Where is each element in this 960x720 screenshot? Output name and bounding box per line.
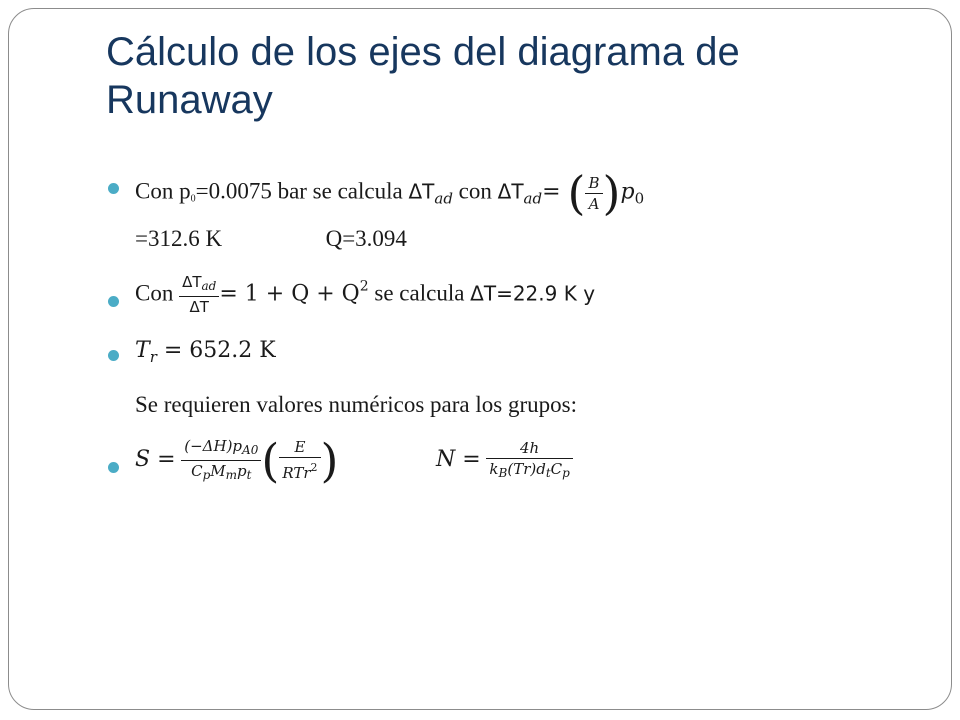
bullet-dot [108, 183, 119, 194]
equation [219, 281, 359, 306]
left-paren: ( [567, 166, 586, 220]
n-fraction [486, 438, 572, 483]
bullet-dot [108, 462, 119, 473]
m-symbol: M [210, 462, 226, 480]
squared-exponent: 2 [310, 461, 318, 474]
e-numerator: E [279, 437, 320, 458]
b-subscript: B [498, 466, 508, 480]
p-symbol: p [620, 179, 635, 205]
fraction-denominator [486, 459, 572, 483]
note-text: Se requieren valores numéricos para los grupos: [135, 392, 577, 417]
bullet-2-line [135, 272, 595, 318]
s-fraction [181, 436, 261, 485]
pressure-text: =0.0075 bar se calcula [195, 178, 409, 204]
fraction-denominator [179, 297, 219, 318]
delta-t-symbol: ΔT [497, 179, 524, 204]
equation-text: = 1 + Q + Q [219, 281, 360, 307]
cp-symbol: C [191, 462, 203, 480]
bullet-1-line-1 [135, 166, 645, 220]
n-numerator: 4h [486, 438, 572, 459]
fraction-numerator [179, 272, 219, 297]
left-paren: ( [261, 433, 280, 488]
bullet-2-prefix: Con [135, 280, 180, 306]
delta-t-result: ΔT=22.9 K y [470, 281, 596, 306]
slide-title: Cálculo de los ejes del diagrama de Runaway [106, 30, 740, 122]
r-subscript: r [149, 348, 157, 366]
t-subscript: t [545, 466, 551, 480]
s-numerator: (−ΔH)p [184, 437, 243, 455]
tr-value: = 652.2 K [156, 338, 276, 363]
se-calcula-text: se calcula [368, 280, 471, 306]
ad-subscript: ad [434, 189, 453, 208]
q-value: Q=3.094 [325, 226, 407, 251]
p-subscript: p [562, 466, 570, 480]
bullet-1-line-2 [135, 226, 407, 252]
right-paren: ) [602, 166, 621, 220]
delta-t-symbol: ΔT [408, 179, 435, 204]
fraction-denominator: A [588, 194, 600, 213]
fraction-denominator [279, 458, 320, 484]
bullet-3-line [135, 337, 276, 366]
tr-dt-symbol: (Tr)d [507, 460, 546, 478]
bullet-1-prefix: Con p [135, 178, 191, 204]
delta-t-ad-value: =312.6 K [135, 226, 223, 251]
bullet-dot [108, 350, 119, 361]
p-subscript: p [202, 468, 211, 482]
ad-subscript: ad [201, 279, 217, 293]
q-exponent: 2 [359, 278, 369, 295]
right-paren: ) [320, 433, 339, 488]
fraction-numerator: B [585, 173, 602, 194]
delta-t-den: ΔT [189, 298, 209, 316]
pt-symbol: p [237, 462, 247, 480]
k-symbol: k [489, 460, 499, 478]
n-symbol: N = [435, 446, 481, 472]
fraction-denominator [181, 461, 261, 485]
rtr-denominator: RTr [282, 464, 311, 482]
bullet-4-line [135, 433, 573, 488]
bullet-dot [108, 296, 119, 307]
delta-t-ad-num: ΔT [182, 273, 202, 291]
p-subscript: 0 [190, 193, 196, 205]
t-symbol: T [135, 338, 150, 363]
equals-sign: = [542, 179, 568, 205]
fraction-numerator [181, 436, 261, 461]
a0-subscript: A0 [242, 443, 259, 457]
e-over-rtr2-fraction [279, 437, 320, 484]
t-subscript: t [246, 468, 252, 482]
m-subscript: m [225, 468, 238, 482]
con-text: con [452, 178, 498, 204]
delta-t-ratio-fraction [179, 272, 219, 318]
p-zero-subscript: 0 [634, 189, 645, 208]
s-symbol: S = [135, 446, 176, 472]
b-over-a-fraction [585, 173, 602, 214]
ad-subscript: ad [523, 189, 543, 208]
c-symbol: C [550, 460, 563, 478]
